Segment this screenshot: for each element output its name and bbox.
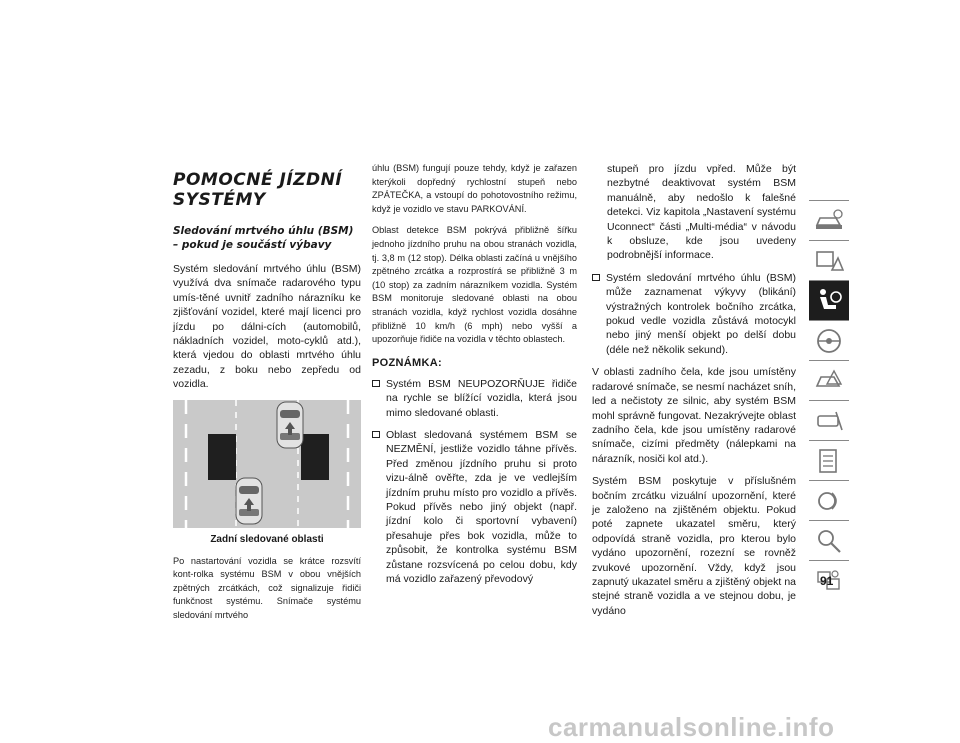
car-info-icon <box>814 208 844 234</box>
checkbox-bullet-icon <box>592 274 600 281</box>
note-bullet <box>372 377 577 420</box>
chapter-tab[interactable] <box>809 480 849 520</box>
sensor-area-paragraph: V oblasti zadního čela, kde jsou umístěny radarové snímače, se nesmí nacházet sníh, led a nečistoty ze silnic, aby systém BSM mohl správně fungovat. Nezakrývejte oblast zadního čela, kde jsou umístěny radarové snímače, cizími předměty (nálepkami na nárazník, nosiči kol atd.). <box>592 366 796 465</box>
airbag-seat-icon <box>814 287 844 315</box>
section-subtitle: Sledování mrtvého úhlu (BSM) – pokud je součástí výbavy <box>173 225 354 251</box>
specifications-icon <box>814 447 844 475</box>
checkbox-bullet-icon <box>372 380 380 387</box>
column-2 <box>372 162 577 594</box>
chapter-tab[interactable] <box>809 360 849 400</box>
watermark: carmanualsonline.info <box>548 712 835 742</box>
operation-paragraph: úhlu (BSM) fungují pouze tehdy, když je zařazen kterýkoli dopředný rychlostní stupeň nebo ZPÁTEČKA, a vstoupí do pohotovostního režimu, když je vozidlo ve stavu PARKOVÁNÍ. <box>372 163 577 214</box>
note-bullet-text: Systém BSM NEUPOZORŇUJE řidiče na rychle se blížící vozidla, která jsou mimo sledované oblasti. <box>386 377 577 419</box>
multimedia-icon <box>814 487 844 515</box>
figure-caption: Zadní sledované oblasti <box>210 533 324 545</box>
steering-wheel-icon <box>814 327 844 355</box>
chapter-tab[interactable] <box>809 200 849 240</box>
startup-paragraph: Po nastartování vozidla se krátce rozsvítí kont-rolka systému BSM v obou vnějších zpětných zrcátkách, což signalizuje řidiči funkčnost systému. Snímače systému sledování mrtvého <box>173 555 361 621</box>
chapter-tab[interactable] <box>809 520 849 560</box>
blind-spot-diagram <box>173 400 361 528</box>
warning-lights-icon <box>814 248 844 274</box>
section-title: POMOCNÉ JÍZDNÍ SYSTÉMY <box>173 170 343 210</box>
car-top <box>277 402 303 448</box>
chapter-tab[interactable] <box>809 400 849 440</box>
note-bullet-text: Oblast sledovaná systémem BSM se NEZMĚNÍ, jestliže vozidlo táhne přívěs. Před změnou jízdního pruhu si proto vizu-álně ověřte, zda je ve vedlejším jízdním pruhu místo pro vozidlo a přívěs. Pokud přívěs nebo jiný objekt (např. jízdní kolo či sportovní vybavení) přesahuje přes bok vozidla, může to způsobit, že kontrolka systému BSM zůstane rozsvícená po celou dobu, kdy má vozidlo zařazený převodový <box>386 428 577 585</box>
chapter-tab[interactable] <box>809 240 849 280</box>
chapter-sidebar <box>809 200 849 600</box>
note-bullet <box>372 428 577 586</box>
detection-area-paragraph: Oblast detekce BSM pokrývá přibližně šířku jednoho jízdního pruhu na obou stranách vozidla, tj. 3,8 m (12 stop). Délka oblasti začíná u vnějšího zpětného zrcátka a rozprostírá se přibližně 3 m (10 stop) za zadním nárazníkem vozidla. Systém BSM monitoruje sledované oblasti na obou stranách vozidla, když rychlost vozidla dosáhne přibližně 10 km/h (6 mph) nebo vyšší a upozorňuje řidiče na vozidla v těchto oblastech. <box>372 225 577 345</box>
alert-paragraph: Systém BSM poskytuje v příslušném bočním zrcátku vizuální upozornění, které je založeno na zjištěném objektu. Pokud poté zapnete ukazatel směru, který odpovídá straně vozidla, pro kterou bylo vydáno upozornění, rozezní se rovněž zvukové upozornění. Vždy, když jsou zapnutý ukazatel směru a zjištěný objekt na stejné straně vozidla a ve stejnou dobu, je vydáno <box>592 475 796 617</box>
note-title: POZNÁMKA: <box>372 356 442 369</box>
chapter-tab[interactable] <box>809 440 849 480</box>
note-bullet-text: Systém sledování mrtvého úhlu (BSM) může zaznamenat výkyvy (blikání) výstražných kontrolek bočního zrcátka, pokud vedle vozidla zůstává motocykl nebo jiný menší objekt po delší dobu (déle než několik sekund). <box>606 271 796 356</box>
chapter-tab[interactable] <box>809 320 849 360</box>
blind-spot-figure <box>173 400 361 528</box>
checkbox-bullet-icon <box>372 431 380 438</box>
service-car-icon <box>814 408 844 434</box>
emergency-icon <box>814 368 844 394</box>
page-number: 91 <box>820 574 834 588</box>
chapter-tab-active[interactable] <box>809 280 849 320</box>
note-bullet <box>592 271 796 357</box>
column-3 <box>592 162 796 626</box>
bullet-continuation: stupeň pro jízdu vpřed. Může být nezbytné deaktivovat systém BSM manuálně, aby nedošlo k falešné detekci. Viz kapitola „Nastavení systému Uconnect“ části „Multi-média“ v návodu k obsluze, kde jsou uvedeny podrobnější informace. <box>607 163 796 262</box>
column-1 <box>173 170 361 631</box>
car-bottom <box>236 478 262 524</box>
intro-paragraph: Systém sledování mrtvého úhlu (BSM) využívá dva snímače radarového typu umís-těné uvnitř zadního nárazníku ke zjišťování vozidel, které mají licenci pro jízdu po dálni-cích (automobilů, nákladních vozidel, moto-cyklů atd.), která vjedou do oblasti mrtvého úhlu zezadu, z boku nebo zepředu od vozidla. <box>173 263 361 391</box>
search-index-icon <box>814 527 844 555</box>
